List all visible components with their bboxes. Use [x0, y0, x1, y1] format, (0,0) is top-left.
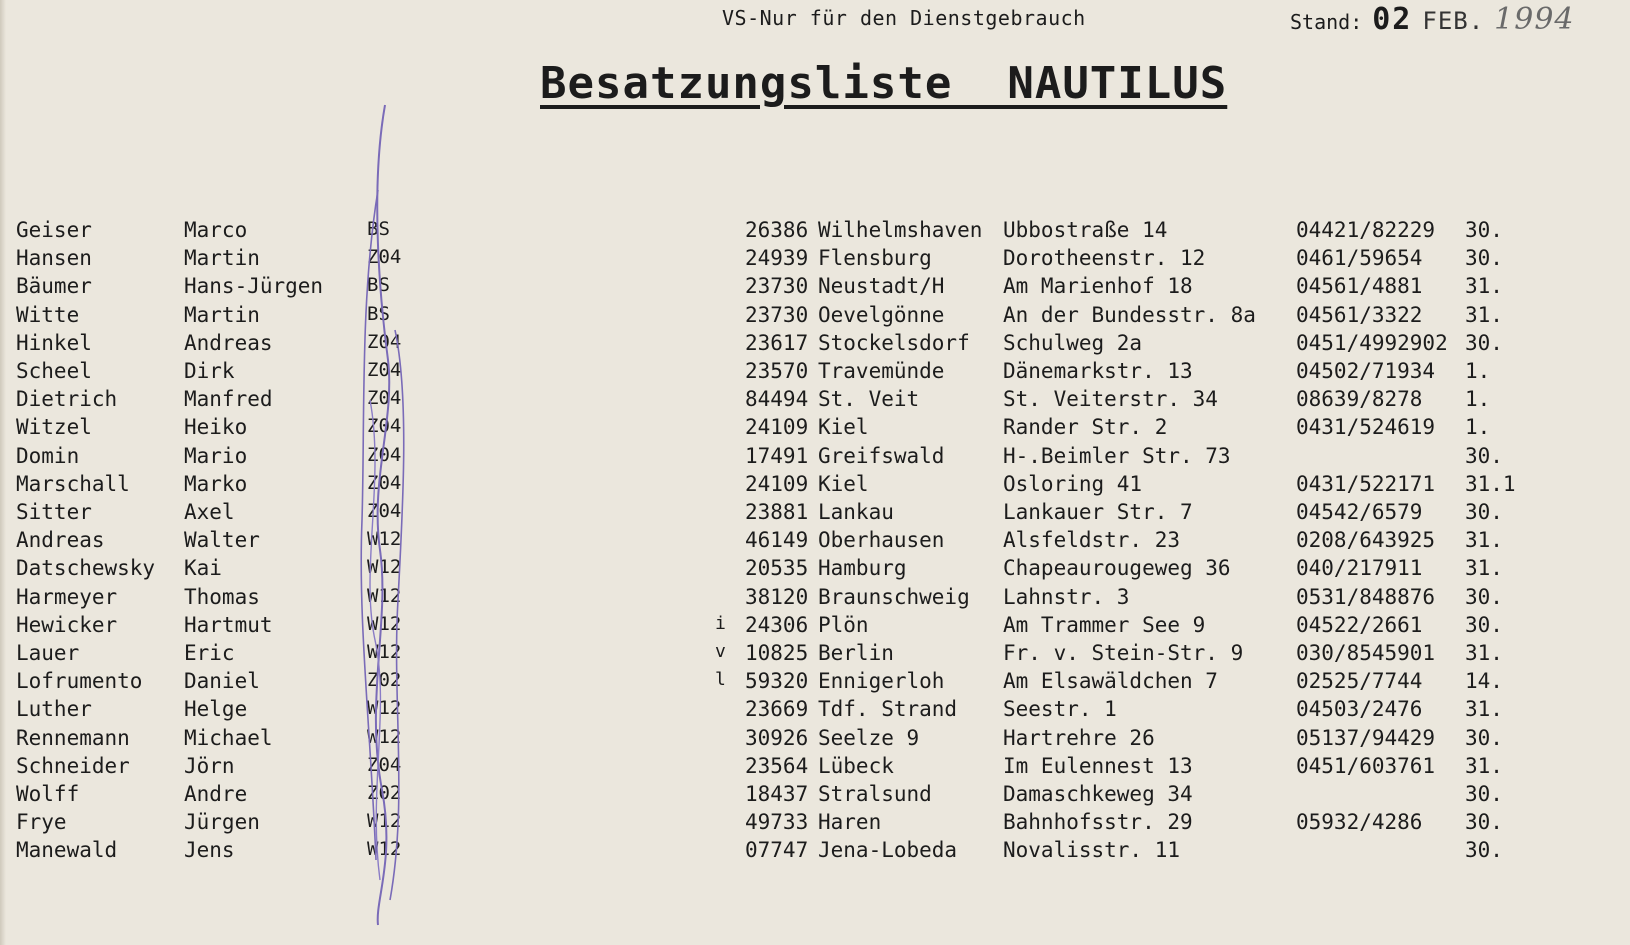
street-address: H-.Beimler Str. 73: [1003, 443, 1231, 468]
last-name: Dietrich: [16, 387, 118, 412]
table-row: [0, 782, 1630, 808]
last-name: Andreas: [16, 528, 105, 553]
table-row: [0, 415, 1630, 441]
postal-code: 10825: [745, 641, 809, 665]
postal-code: 46149: [745, 528, 809, 553]
street-address: Bahnhofsstr. 29: [1003, 810, 1193, 835]
first-name: Andreas: [184, 330, 273, 355]
city: Plön: [818, 612, 869, 637]
street-address: St. Veiterstr. 34: [1003, 387, 1218, 412]
first-name: Michael: [184, 725, 273, 750]
city: Berlin: [818, 641, 894, 665]
postal-code: 23881: [745, 500, 809, 524]
city: Greifswald: [818, 443, 945, 468]
unit-code: Z04: [367, 500, 402, 522]
table-row: [0, 556, 1630, 582]
postal-code: 24306: [745, 612, 809, 637]
date-entry: 30.: [1465, 782, 1503, 806]
table-row: [0, 274, 1630, 300]
date-entry: 30.: [1465, 500, 1503, 524]
street-address: Osloring 41: [1003, 471, 1143, 496]
date-entry: 1.: [1465, 359, 1491, 383]
last-name: Hansen: [16, 246, 92, 271]
city: Braunschweig: [818, 584, 970, 609]
city: Lübeck: [818, 753, 894, 778]
last-name: Frye: [16, 810, 67, 835]
last-name: Witzel: [16, 415, 92, 440]
unit-code: Z04: [367, 359, 402, 381]
table-row: [0, 359, 1630, 385]
first-name: Jörn: [184, 753, 235, 778]
last-name: Datschewsky: [16, 556, 156, 581]
unit-code: Z02: [367, 782, 402, 804]
postal-code: 17491: [745, 443, 809, 468]
last-name: Wolff: [16, 782, 80, 806]
date-entry: 31.: [1465, 302, 1503, 327]
postal-code: 23669: [745, 697, 809, 722]
phone-number: 0431/522171: [1296, 471, 1436, 496]
date-entry: 1.: [1465, 415, 1491, 440]
last-name: Lauer: [16, 641, 80, 665]
last-name: Lofrumento: [16, 669, 143, 694]
first-name: Jürgen: [184, 810, 260, 835]
street-address: An der Bundesstr. 8a: [1003, 302, 1256, 327]
table-row: [0, 585, 1630, 611]
first-name: Kai: [184, 556, 222, 581]
street-address: Alsfeldstr. 23: [1003, 528, 1181, 553]
first-name: Martin: [184, 246, 260, 271]
date-stamp: [1290, 2, 1575, 37]
first-name: Mario: [184, 443, 248, 468]
city: Stockelsdorf: [818, 330, 970, 355]
table-row: [0, 754, 1630, 780]
last-name: Luther: [16, 697, 92, 722]
stand-label: Stand:: [1290, 10, 1363, 34]
postal-code: 07747: [745, 838, 809, 863]
first-name: Walter: [184, 528, 260, 553]
phone-number: 05137/94429: [1296, 725, 1436, 750]
phone-number: 04561/4881: [1296, 274, 1423, 299]
margin-mark: i: [715, 612, 726, 634]
unit-code: W12: [367, 584, 402, 607]
postal-code: 23564: [745, 753, 809, 778]
city: St. Veit: [818, 387, 920, 412]
first-name: Thomas: [184, 584, 260, 609]
unit-code: Z04: [367, 387, 402, 410]
phone-number: 04561/3322: [1296, 302, 1423, 327]
last-name: Bäumer: [16, 274, 92, 299]
table-row: [0, 331, 1630, 357]
phone-number: 0461/59654: [1296, 246, 1423, 271]
last-name: Sitter: [16, 500, 92, 524]
table-row: [0, 669, 1630, 695]
unit-code: W12: [367, 838, 402, 861]
unit-code: Z04: [367, 415, 402, 438]
city: Wilhelmshaven: [818, 218, 983, 242]
last-name: Hinkel: [16, 330, 92, 355]
first-name: Heiko: [184, 415, 248, 440]
date-entry: 31.1: [1465, 471, 1516, 496]
last-name: Hewicker: [16, 612, 118, 637]
city: Travemünde: [818, 359, 945, 383]
postal-code: 23617: [745, 330, 809, 355]
phone-number: 04542/6579: [1296, 500, 1423, 524]
unit-code: Z04: [367, 246, 402, 269]
date-entry: 30.: [1465, 218, 1503, 242]
phone-number: 04421/82229: [1296, 218, 1436, 242]
date-entry: 14.: [1465, 669, 1503, 694]
city: Tdf. Strand: [818, 697, 958, 722]
city: Ennigerloh: [818, 669, 945, 694]
street-address: Lahnstr. 3: [1003, 584, 1130, 609]
margin-mark: v: [715, 641, 726, 662]
city: Seelze 9: [818, 725, 920, 750]
street-address: Am Elsawäldchen 7: [1003, 669, 1218, 694]
phone-number: 040/217911: [1296, 556, 1423, 581]
table-row: [0, 218, 1630, 244]
street-address: Im Eulennest 13: [1003, 753, 1193, 778]
first-name: Manfred: [184, 387, 273, 412]
date-entry: 30.: [1465, 330, 1503, 355]
postal-code: 23570: [745, 359, 809, 383]
street-address: Am Marienhof 18: [1003, 274, 1193, 299]
street-address: Rander Str. 2: [1003, 415, 1168, 440]
last-name: Witte: [16, 302, 80, 327]
date-entry: 31.: [1465, 641, 1503, 665]
last-name: Domin: [16, 443, 80, 468]
first-name: Hartmut: [184, 612, 273, 637]
city: Hamburg: [818, 556, 907, 581]
date-entry: 31.: [1465, 697, 1503, 722]
first-name: Marko: [184, 471, 248, 496]
first-name: Marco: [184, 218, 248, 242]
table-row: [0, 838, 1630, 864]
unit-code: Z04: [367, 443, 402, 466]
unit-code: W12: [367, 612, 402, 635]
last-name: Manewald: [16, 838, 118, 863]
table-row: [0, 472, 1630, 498]
last-name: Geiser: [16, 218, 92, 242]
unit-code: Z02: [367, 669, 402, 692]
postal-code: 23730: [745, 274, 809, 299]
classification-header: VS-Nur für den Dienstgebrauch: [722, 6, 1086, 30]
postal-code: 59320: [745, 669, 809, 694]
street-address: Am Trammer See 9: [1003, 612, 1206, 637]
last-name: Marschall: [16, 471, 130, 496]
city: Jena-Lobeda: [818, 838, 958, 863]
city: Neustadt/H: [818, 274, 945, 299]
unit-code: W12: [367, 810, 402, 833]
date-entry: 1.: [1465, 387, 1491, 412]
date-entry: 31.: [1465, 528, 1503, 553]
city: Stralsund: [818, 782, 932, 806]
unit-code: BS: [367, 274, 390, 297]
unit-code: W12: [367, 528, 402, 551]
date-entry: 30.: [1465, 838, 1503, 863]
postal-code: 38120: [745, 584, 809, 609]
table-row: [0, 387, 1630, 413]
street-address: Damaschkeweg 34: [1003, 782, 1193, 806]
first-name: Eric: [184, 641, 235, 665]
phone-number: 05932/4286: [1296, 810, 1423, 835]
street-address: Chapeaurougeweg 36: [1003, 556, 1231, 581]
city: Kiel: [818, 415, 869, 440]
city: Oevelgönne: [818, 302, 945, 327]
last-name: Scheel: [16, 359, 92, 383]
street-address: Ubbostraße 14: [1003, 218, 1168, 242]
stamp-day: 02: [1372, 2, 1413, 37]
table-row: [0, 613, 1630, 639]
date-entry: 30.: [1465, 612, 1503, 637]
first-name: Helge: [184, 697, 248, 722]
street-address: Dorotheenstr. 12: [1003, 246, 1206, 271]
unit-code: Z04: [367, 753, 402, 776]
city: Flensburg: [818, 246, 932, 271]
table-row: [0, 697, 1630, 723]
street-address: Schulweg 2a: [1003, 330, 1143, 355]
handwritten-year: 1994: [1494, 2, 1575, 37]
unit-code: Z04: [367, 471, 402, 494]
first-name: Martin: [184, 302, 260, 327]
postal-code: 26386: [745, 218, 809, 242]
first-name: Andre: [184, 782, 248, 806]
last-name: Rennemann: [16, 725, 130, 750]
date-entry: 30.: [1465, 810, 1503, 835]
unit-code: W12: [367, 641, 402, 663]
table-row: [0, 303, 1630, 329]
table-row: [0, 246, 1630, 272]
date-entry: 30.: [1465, 246, 1503, 271]
city: Kiel: [818, 471, 869, 496]
table-row: [0, 810, 1630, 836]
date-entry: 31.: [1465, 556, 1503, 581]
street-address: Hartrehre 26: [1003, 725, 1155, 750]
first-name: Axel: [184, 500, 235, 524]
first-name: Jens: [184, 838, 235, 863]
table-row: [0, 641, 1630, 667]
date-entry: 31.: [1465, 753, 1503, 778]
last-name: Schneider: [16, 753, 130, 778]
date-entry: 30.: [1465, 584, 1503, 609]
margin-mark: l: [715, 669, 726, 691]
postal-code: 18437: [745, 782, 809, 806]
street-address: Lankauer Str. 7: [1003, 500, 1193, 524]
street-address: Fr. v. Stein-Str. 9: [1003, 641, 1244, 665]
date-entry: 30.: [1465, 443, 1503, 468]
first-name: Hans-Jürgen: [184, 274, 324, 299]
unit-code: BS: [367, 218, 390, 240]
phone-number: 0531/848876: [1296, 584, 1436, 609]
city: Haren: [818, 810, 882, 835]
unit-code: W12: [367, 725, 402, 748]
phone-number: 0451/4992902: [1296, 330, 1448, 355]
postal-code: 84494: [745, 387, 809, 412]
postal-code: 49733: [745, 810, 809, 835]
phone-number: 04502/71934: [1296, 359, 1436, 383]
date-entry: 30.: [1465, 725, 1503, 750]
last-name: Harmeyer: [16, 584, 118, 609]
unit-code: W12: [367, 556, 402, 579]
date-entry: 31.: [1465, 274, 1503, 299]
table-row: [0, 726, 1630, 752]
street-address: Novalisstr. 11: [1003, 838, 1181, 863]
postal-code: 20535: [745, 556, 809, 581]
phone-number: 08639/8278: [1296, 387, 1423, 412]
phone-number: 0208/643925: [1296, 528, 1436, 553]
postal-code: 30926: [745, 725, 809, 750]
stamp-month: FEB.: [1422, 7, 1485, 35]
unit-code: Z04: [367, 330, 402, 353]
postal-code: 24939: [745, 246, 809, 271]
phone-number: 04503/2476: [1296, 697, 1423, 722]
unit-code: W12: [367, 697, 402, 720]
unit-code: BS: [367, 302, 390, 325]
first-name: Dirk: [184, 359, 235, 383]
first-name: Daniel: [184, 669, 260, 694]
table-row: [0, 528, 1630, 554]
postal-code: 23730: [745, 302, 809, 327]
phone-number: 02525/7744: [1296, 669, 1423, 694]
page-title: Besatzungsliste NAUTILUS: [540, 58, 1228, 109]
city: Lankau: [818, 500, 894, 524]
table-row: [0, 444, 1630, 470]
phone-number: 030/8545901: [1296, 641, 1436, 665]
phone-number: 0451/603761: [1296, 753, 1436, 778]
city: Oberhausen: [818, 528, 945, 553]
phone-number: 0431/524619: [1296, 415, 1436, 440]
street-address: Seestr. 1: [1003, 697, 1117, 722]
table-row: [0, 500, 1630, 526]
street-address: Dänemarkstr. 13: [1003, 359, 1193, 383]
postal-code: 24109: [745, 415, 809, 440]
postal-code: 24109: [745, 471, 809, 496]
phone-number: 04522/2661: [1296, 612, 1423, 637]
